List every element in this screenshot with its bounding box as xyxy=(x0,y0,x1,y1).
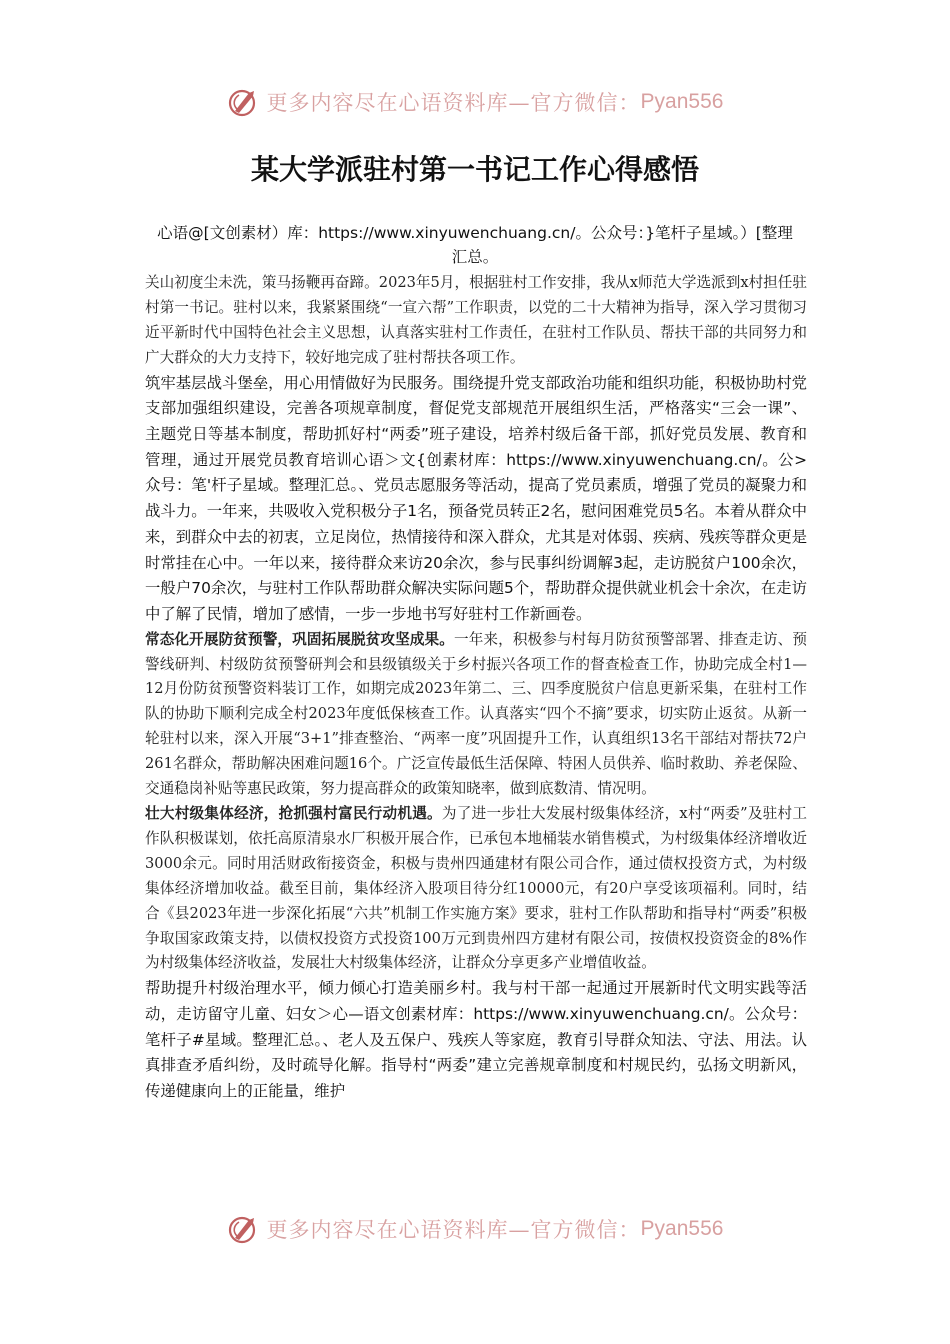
paragraph-lead: 常态化开展防贫预警，巩固拓展脱贫攻坚成果。 xyxy=(145,630,454,648)
source-line: 心语@[文创素材）库：https://www.xinyuwenchuang.cn/。公众号：}笔杆子星域。）[整理汇总。 xyxy=(157,224,793,266)
paragraph-text: 关山初度尘未洗，策马扬鞭再奋蹄。2023年5月，根据驻村工作安排，我从x师范大学选派到x村担任驻村第一书记。驻村以来，我紧紧围绕“一宣六帮”工作职责，以党的二十大精神为指导，深入学习贯彻习近平新时代中国特色社会主义思想，认真落实驻村工作责任，在驻村工作队员、帮扶干部的共同努力和广大群众的大力支持下，较好地完成了驻村帮扶各项工作。 xyxy=(145,274,807,366)
banner-wechat-id: Pyan556 xyxy=(640,1217,724,1240)
banner-text: 更多内容尽在心语资料库—官方微信： xyxy=(266,1218,641,1242)
paragraph-collective-economy xyxy=(145,802,807,976)
footer-banner xyxy=(0,1209,950,1249)
paragraph-text: 一年来，积极参与村每月防贫预警部署、排查走访、预警线研判、村级防贫预警研判会和县级镇级关于乡村振兴各项工作的督查检查工作，协助完成全村1—12月份防贫预警资料装订工作，如期完成2023年第二、三、四季度脱贫户信息更新采集，在驻村工作队的协助下顺利完成全村2023年度低保核查工作。认真落实“四个不摘”要求，切实防止返贫。从新一轮驻村以来，深入开展“3+1”排查整治、“两率一度”巩固提升工作，认真组织13名干部结对帮扶72户261名群众，帮助解决困难问题16个。广泛宣传最低生活保障、特困人员供养、临时救助、养老保险、交通稳岗补贴等惠民政策，努力提高群众的政策知晓率，做到底数清、情况明。 xyxy=(145,630,807,798)
paragraph-party-building xyxy=(145,371,807,628)
header-banner xyxy=(0,82,950,122)
paragraph-text: 筑牢基层战斗堡垒，用心用情做好为民服务。围绕提升党支部政治功能和组织功能，积极协助村党支部加强组织建设，完善各项规章制度，督促党支部规范开展组织生活，严格落实“三会一课”、主题党日等基本制度，帮助抓好村“两委”班子建设，培养村级后备干部，抓好党员发展、教育和管理，通过开展党员教育培训心语＞文{创素材库：https://www.xinyuwenchuang.cn/。公>众号：笔'杆子星域。整理汇总。、党员志愿服务等活动，提高了党员素质，增强了党员的凝聚力和战斗力。一年来，共吸收入党积极分子1名，预备党员转正2名，慰问困难党员5名。本着从群众中来，到群众中去的初衷，立足岗位，热情接待和深入群众，尤其是对体弱、疾病、残疾等群众更是时常挂在心中。一年以来，接待群众来访20余次，参与民事纠纷调解3起，走访脱贫户100余次，一般户70余次，与驻村工作队帮助群众解决实际问题5个，帮助群众提供就业机会十余次，在走访中了解了民情，增加了感情，一步一步地书写好驻村工作新画卷。 xyxy=(145,373,807,623)
paragraph-lead: 壮大村级集体经济，抢抓强村富民行动机遇。 xyxy=(145,805,442,822)
article-body xyxy=(145,271,807,1105)
banner-text: 更多内容尽在心语资料库—官方微信： xyxy=(266,91,641,115)
paragraph-governance xyxy=(145,976,807,1105)
pen-nib-logo-icon xyxy=(227,1212,261,1246)
pen-nib-logo-icon xyxy=(227,85,261,119)
page-title: 某大学派驻村第一书记工作心得感悟 xyxy=(250,153,699,186)
paragraph-text: 帮助提升村级治理水平，倾力倾心打造美丽乡村。我与村干部一起通过开展新时代文明实践等活动，走访留守儿童、妇女＞心—语文创素材库：https://www.xinyuwenchuang.cn/。公众号：笔杆子#星域。整理汇总。、老人及五保户、残疾人等家庭，教育引导群众知法、守法、用法。认真排查矛盾纠纷，及时疏导化解。指导村“两委”建立完善规章制度和村规民约，弘扬文明新风，传递健康向上的正能量，维护 xyxy=(145,979,807,1101)
paragraph-text: 为了进一步壮大发展村级集体经济，x村“两委”及驻村工作队积极谋划，依托高原清泉水厂积极开展合作，已承包本地桶装水销售模式，为村级集体经济增收近3000余元。同时用活财政衔接资金，积极与贵州四通建材有限公司合作，通过债权投资方式，为村级集体经济增加收益。截至目前，集体经济入股项目待分红10000元，有20户享受该项福利。同时，结合《县2023年进一步深化拓展“六共”机制工作实施方案》要求，驻村工作队帮助和指导村“两委”积极争取国家政策支持，以债权投资方式投资100万元到贵州四方建材有限公司，按债权投资资金的8%作为村级集体经济收益，发展壮大村级集体经济，让群众分享更多产业增值收益。 xyxy=(145,805,807,972)
paragraph-poverty-prevention xyxy=(145,628,807,802)
paragraph-intro xyxy=(145,271,807,371)
banner-wechat-id: Pyan556 xyxy=(640,90,724,113)
